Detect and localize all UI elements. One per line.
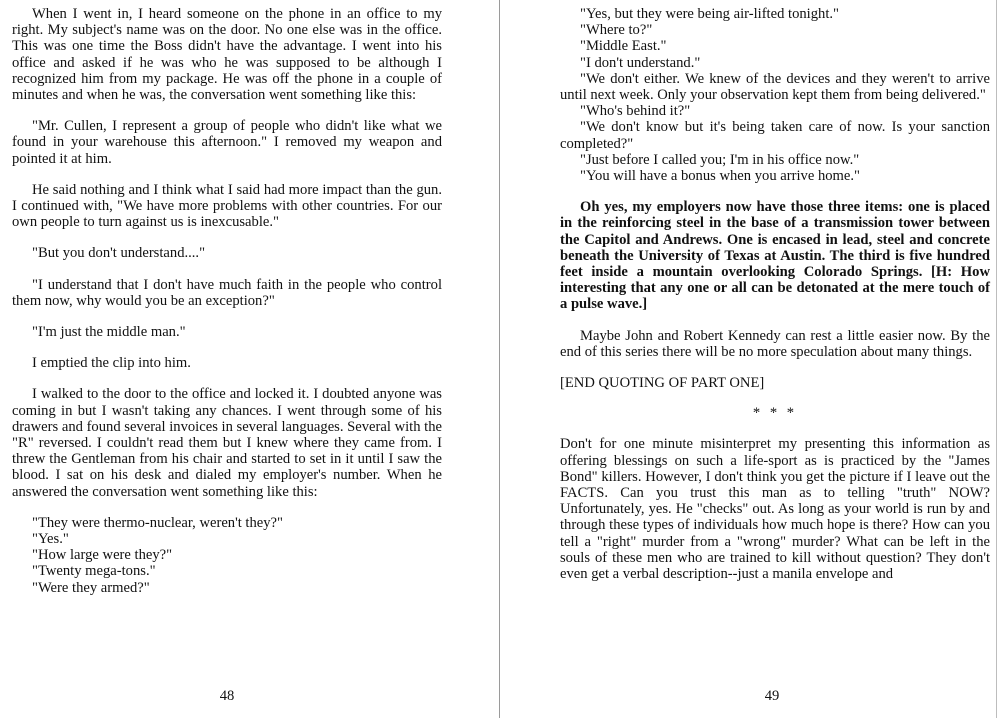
right-paragraph-kennedy: Maybe John and Robert Kennedy can rest a little easier now. By the end of this series there will be no more speculation about many things. — [560, 327, 990, 360]
left-dialogue-4: "Twenty mega-tons." — [32, 563, 156, 580]
left-dialogue-2: "Yes." — [32, 531, 69, 548]
left-paragraph-5: "I understand that I don't have much faith in the people who control them now, why would you be an exception?" — [12, 276, 442, 309]
left-paragraph-6: "I'm just the middle man." — [32, 324, 186, 341]
right-dialogue-4: "I don't understand." — [580, 54, 701, 71]
page-number-right: 49 — [764, 688, 780, 704]
left-dialogue-5: "Were they armed?" — [32, 579, 150, 596]
right-dialogue-7: "We don't know but it's being taken care of now. Is your sanction completed?" — [560, 119, 990, 152]
section-separator: * * * — [752, 405, 798, 422]
right-closing-paragraph: Don't for one minute misinterpret my presenting this information as offering blessings on such a life-sport as is practiced by the "James Bond" killers. However, I don't think you get the picture if I leave out the FACTS. Can you trust this man as to telling "truth" NOW? Unfortunately, yes. He "checks" out. As long as your world is run by and through these types of individuals how much hope is there? How can you tell a "right" murder from a "wrong" murder? What can be left in the souls of these men who are trained to kill without question? They don't even get a verbal description--just a manila envelope and — [560, 436, 990, 583]
end-quote-heading: [END QUOTING OF PART ONE] — [560, 375, 765, 392]
page-edge — [996, 0, 997, 718]
right-dialogue-9: "You will have a bonus when you arrive home." — [580, 168, 860, 185]
book-gutter — [499, 0, 500, 718]
right-dialogue-5: "We don't either. We knew of the devices and they weren't to arrive until next week. Only your observation kept them from being delivered." — [560, 70, 990, 104]
right-dialogue-3: "Middle East." — [580, 38, 667, 55]
right-dialogue-6: "Who's behind it?" — [580, 103, 691, 120]
right-bold-paragraph: Oh yes, my employers now have those three items: one is placed in the reinforcing steel in the base of a transmission tower between the Capitol and Andrews. One is encased in lead, steel and concrete beneath the University of Texas at Austin. The third is five hundred feet inside a mountain overlooking Colorado Springs. [H: How interesting that any one or all can be detonated at the mere touch of a pulse wave.] — [560, 199, 990, 313]
page-number-left: 48 — [219, 688, 235, 704]
left-paragraph-1: When I went in, I heard someone on the phone in an office to my right. My subject's name was on the door. No one else was in the office. This was one time the Boss didn't have the advantage. I went into his office and asked if he was who he was supposed to be although I recognized him from my package. He was off the phone in a couple of minutes and when he was, the conversation went something like this: — [12, 6, 442, 104]
left-paragraph-2: "Mr. Cullen, I represent a group of people who didn't like what we found in your warehouse this afternoon." I removed my weapon and pointed it at him. — [12, 118, 442, 167]
left-dialogue-3: "How large were they?" — [32, 547, 173, 564]
left-paragraph-3: He said nothing and I think what I said had more impact than the gun. I continued with, "We have more problems with other countries. For our own people to turn against us is inexcusable." — [12, 181, 442, 231]
right-dialogue-2: "Where to?" — [580, 22, 653, 39]
right-page — [560, 6, 990, 582]
right-dialogue-1: "Yes, but they were being air-lifted tonight." — [580, 6, 839, 22]
left-paragraph-8: I walked to the door to the office and locked it. I doubted anyone was coming in but I wasn't taking any chances. I went through some of his drawers and found several invoices in several languages. Several with the "R" reversed. I couldn't read them but I knew where they came from. I threw the Gentleman from his chair and started to set in it until I saw the blood. I sat on his desk and dialed my employer's number. When he answered the conversation went something like this: — [12, 386, 442, 500]
left-page — [12, 6, 442, 596]
left-paragraph-7: I emptied the clip into him. — [32, 355, 191, 372]
left-dialogue-1: "They were thermo-nuclear, weren't they?" — [32, 514, 283, 531]
left-paragraph-4: "But you don't understand...." — [32, 245, 206, 262]
right-dialogue-8: "Just before I called you; I'm in his office now." — [580, 151, 860, 168]
